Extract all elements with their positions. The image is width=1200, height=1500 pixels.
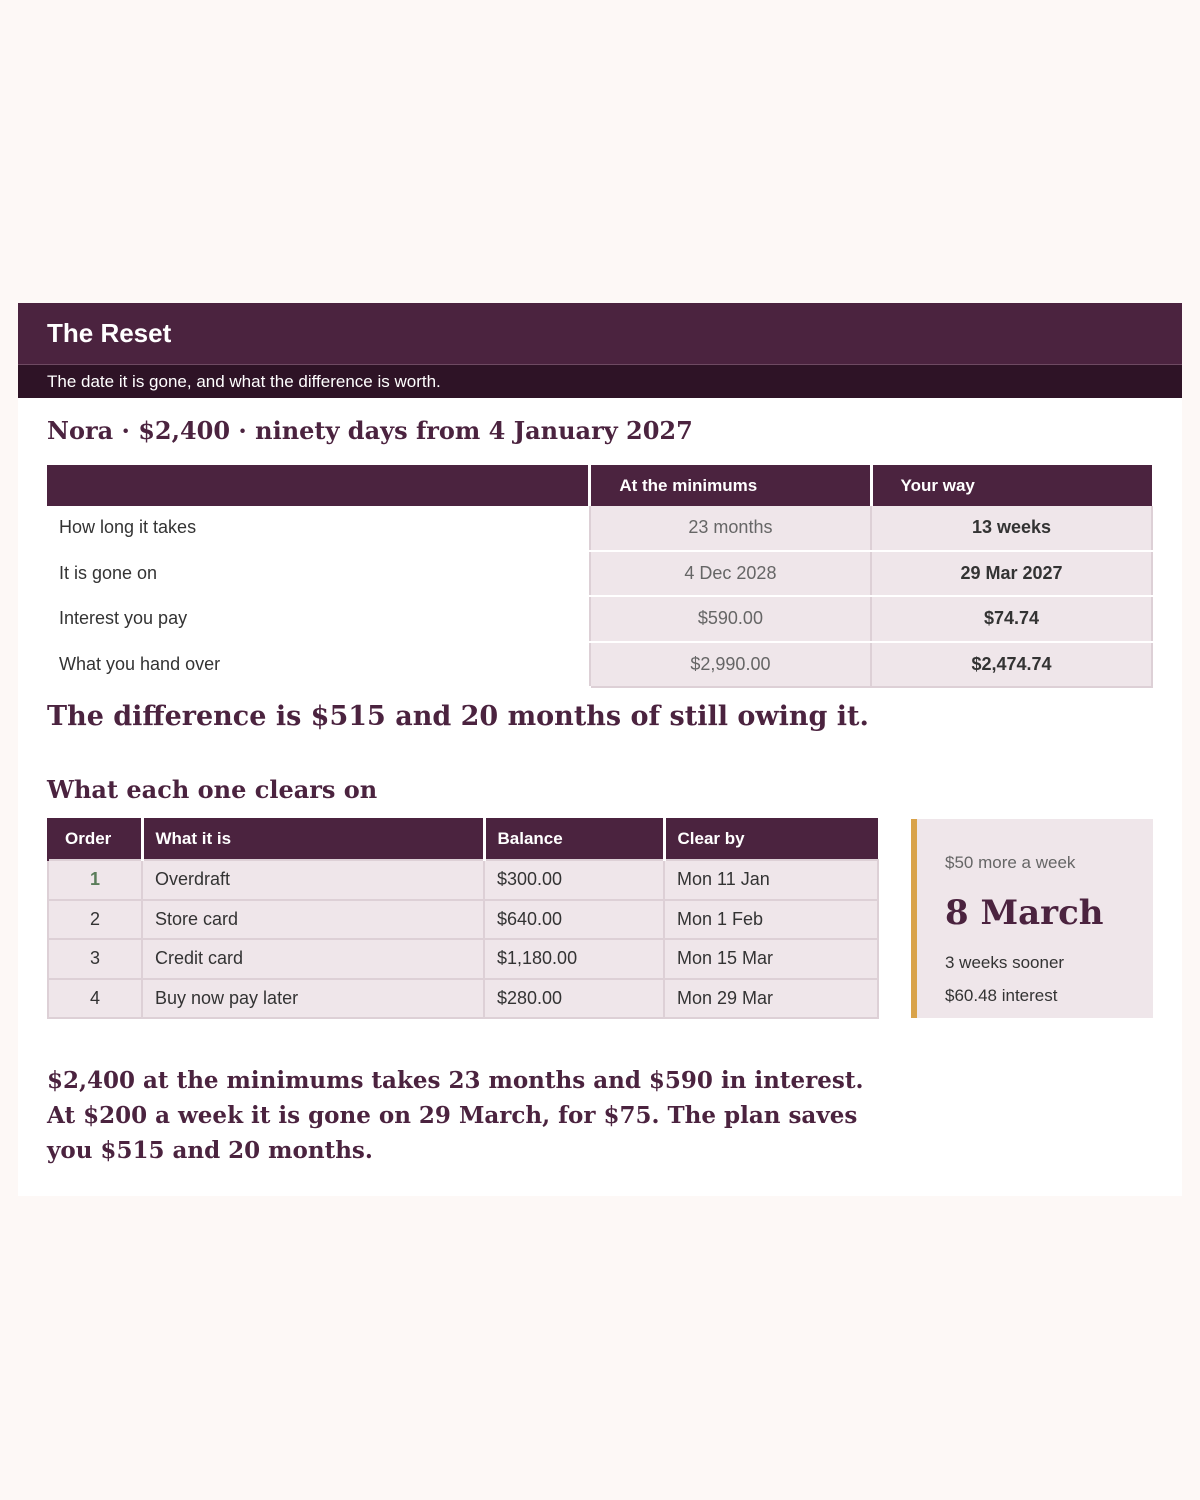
difference-statement: The difference is $515 and 20 months of still owing it.: [47, 701, 869, 732]
comparison-table: [47, 465, 1153, 688]
clears-header-item: What it is: [142, 818, 484, 860]
table-row: [48, 939, 878, 979]
debt-balance: $640.00: [484, 900, 664, 940]
callout-sooner: 3 weeks sooner: [945, 953, 1065, 972]
comparison-row: [47, 596, 1152, 642]
order-number: 4: [48, 979, 142, 1019]
reset-card: [18, 303, 1182, 1196]
debt-name: Credit card: [142, 939, 484, 979]
comparison-minimums-value: 23 months: [590, 506, 871, 551]
comparison-row-label: What you hand over: [47, 642, 590, 688]
table-row: [48, 860, 878, 900]
debt-balance: $300.00: [484, 860, 664, 900]
comparison-header-blank: [47, 465, 590, 506]
clears-section-title: What each one clears on: [47, 775, 378, 804]
table-row: [48, 900, 878, 940]
debt-clear-date: Mon 15 Mar: [664, 939, 878, 979]
debt-name: Store card: [142, 900, 484, 940]
debt-balance: $280.00: [484, 979, 664, 1019]
summary-paragraph: $2,400 at the minimums takes 23 months and $590 in interest. At $200 a week it is gone on 29 March, for $75. The plan saves you $515 and 20 months.: [47, 1067, 864, 1164]
comparison-header-row: [47, 465, 1152, 506]
debt-clear-date: Mon 29 Mar: [664, 979, 878, 1019]
clears-header-order: Order: [48, 818, 142, 860]
comparison-minimums-value: $2,990.00: [590, 642, 871, 688]
comparison-your-way-value: $2,474.74: [871, 642, 1152, 688]
app-subtitle: The date it is gone, and what the difference is worth.: [18, 365, 1182, 398]
comparison-header-minimums: At the minimums: [590, 465, 871, 506]
app-title: The Reset: [18, 303, 1182, 365]
page-headline: Nora · $2,400 · ninety days from 4 January 2027: [47, 416, 693, 445]
comparison-your-way-value: 13 weeks: [871, 506, 1152, 551]
debt-clear-date: Mon 1 Feb: [664, 900, 878, 940]
comparison-your-way-value: 29 Mar 2027: [871, 551, 1152, 597]
clears-header-clear-by: Clear by: [664, 818, 878, 860]
debt-balance: $1,180.00: [484, 939, 664, 979]
comparison-row-label: It is gone on: [47, 551, 590, 597]
order-number: 3: [48, 939, 142, 979]
extra-payment-callout: [911, 819, 1153, 1018]
callout-interest: $60.48 interest: [945, 986, 1058, 1005]
table-row: [48, 979, 878, 1019]
clears-header-balance: Balance: [484, 818, 664, 860]
comparison-minimums-value: $590.00: [590, 596, 871, 642]
comparison-header-your-way: Your way: [871, 465, 1152, 506]
clears-table: [47, 818, 879, 1019]
order-number: 2: [48, 900, 142, 940]
comparison-row-label: How long it takes: [47, 506, 590, 551]
comparison-row: [47, 642, 1152, 688]
debt-clear-date: Mon 11 Jan: [664, 860, 878, 900]
comparison-your-way-value: $74.74: [871, 596, 1152, 642]
debt-name: Buy now pay later: [142, 979, 484, 1019]
comparison-minimums-value: 4 Dec 2028: [590, 551, 871, 597]
callout-date: 8 March: [945, 893, 1104, 933]
callout-label: $50 more a week: [945, 853, 1076, 872]
debt-name: Overdraft: [142, 860, 484, 900]
comparison-row: [47, 551, 1152, 597]
clears-header-row: [48, 818, 878, 860]
comparison-row-label: Interest you pay: [47, 596, 590, 642]
comparison-row: [47, 506, 1152, 551]
order-number: 1: [48, 860, 142, 900]
